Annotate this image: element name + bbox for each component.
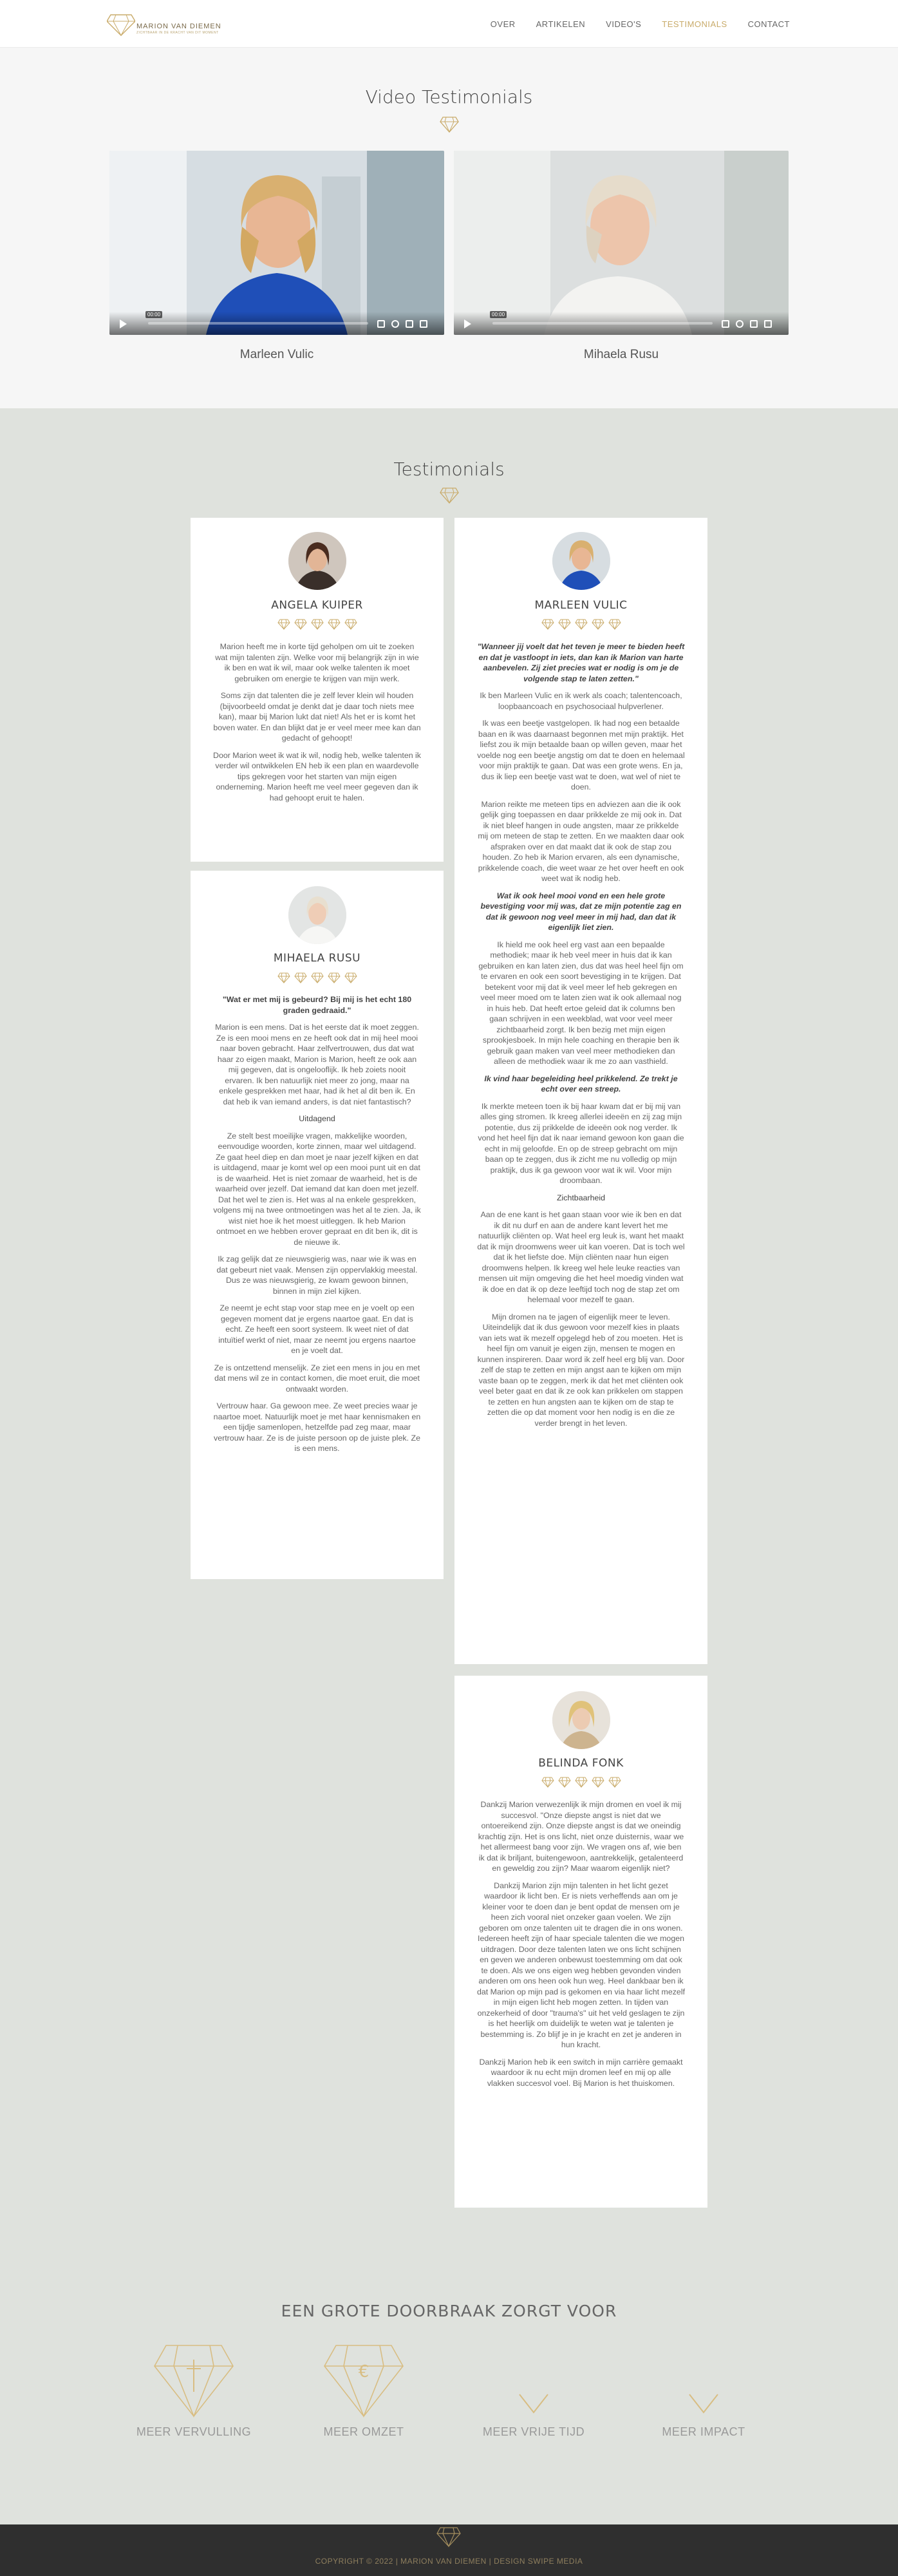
diamond-rating-icon <box>328 972 341 983</box>
testimonial-quote: "Wat er met mij is gebeurd? Bij mij is het echt 180 graden gedraaid." <box>222 995 412 1015</box>
settings-icon[interactable] <box>736 320 744 328</box>
avatar-mihaela <box>288 886 346 944</box>
rating-diamonds <box>191 619 444 633</box>
settings-icon[interactable] <box>391 320 399 328</box>
testimonial-paragraph: Soms zijn dat talenten die je zelf lever klein wil houden (bijvoorbeeld omdat je denkt dat je daar toch niets mee kan), maar bij Marion lukt dat niet! Als het er is komt het boven water. En dan blijkt dat je er veel meer mee kan dan gedacht of gehoopt! <box>213 691 421 743</box>
diamond-euro-icon <box>322 2342 406 2419</box>
avatar-belinda <box>552 1691 610 1749</box>
captions-icon[interactable] <box>377 320 385 328</box>
testimonial-card-belinda <box>454 1676 707 2208</box>
testimonial-paragraph: Ik ben Marleen Vulic en ik werk als coach; talentencoach, loopbaancoach en psychosociaal hulpverlener. <box>480 691 682 711</box>
avatar-angela <box>288 532 346 590</box>
testimonial-paragraph: Marion is een mens. Dat is het eerste dat ik moet zeggen. Ze is een mooi mens en ze heeft ook dat in mij heel mooi naar boven gebracht. Haar zelfvertrouwen, dus dat wat haar zo eigen maakt, Marion is Marion, heeft ze ook aan mij gegeven, dat is ongelooflijk. Ik heb zoiets nooit ervaren. Ik ben natuurlijk niet meer zo jong, maar na enkele gesprekken met haar, had ik het al dit ben ik. En dat heb ik van iemand anders, is dat niet fantastisch? <box>215 1023 419 1106</box>
nav-item-contact[interactable]: CONTACT <box>747 19 790 29</box>
pip-icon[interactable] <box>750 320 758 328</box>
footer-copyright: COPYRIGHT © 2022 | MARION VAN DIEMEN | DESIGN SWIPE MEDIA <box>315 2557 583 2566</box>
video-time: 00:00 <box>490 311 507 318</box>
testimonial-paragraph: Vertrouw haar. Ga gewoon mee. Ze weet precies waar je naartoe moet. Natuurlijk moet je met haar kennismaken en een tijdje samenlopen, hetzelfde pad zeg maar, maar vertrouw haar. Ze is de juiste persoon op de juiste plek. Ze is een mens. <box>213 1401 421 1453</box>
testimonial-text <box>213 641 421 810</box>
testimonial-paragraph: Ze neemt je echt stap voor stap mee en je voelt op een gegeven moment dat je ergens naartoe gaat. En dat is echt. Ze heeft een soort systeem. Ik weet niet of dat intuïtief werkt of niet, maar ze neemt jou ergens naartoe en je voelt dat. <box>218 1303 416 1355</box>
svg-text:€: € <box>358 2362 369 2382</box>
diamond-rating-icon <box>294 619 307 630</box>
diamond-rating-icon <box>608 619 621 630</box>
feature-label: MEER OMZET <box>323 2425 404 2438</box>
rating-diamonds <box>454 619 707 633</box>
site-header <box>0 0 898 48</box>
diamond-rating-icon <box>311 619 324 630</box>
diamond-rating-icon <box>608 1777 621 1788</box>
diamond-logo-icon <box>107 11 135 37</box>
diamond-rating-icon <box>558 619 571 630</box>
diamond-rating-icon <box>277 619 290 630</box>
testimonial-card-marleen <box>454 518 707 1664</box>
diamond-rating-icon <box>328 619 341 630</box>
feature-omzet <box>303 2339 425 2438</box>
nav-item-testimonials[interactable]: TESTIMONIALS <box>662 19 727 29</box>
feature-label: MEER VERVULLING <box>136 2425 252 2438</box>
diamond-rating-icon <box>558 1777 571 1788</box>
diamond-rating-icon <box>294 972 307 983</box>
testimonial-paragraph: Ik was een beetje vastgelopen. Ik had nog een betaalde baan en ik was daarnaast begonnen met mijn praktijk. Het liefst zou ik mijn betaalde baan op willen geven, maar het voelde nog een beetje angstig om dat te doen en helemaal voor mijn praktijk te gaan. Dat was een grote wens. En ja, dus ik liep een beetje vast wat te doen, wat wel of niet te doen. <box>477 719 685 791</box>
brand-name: MARION VAN DIEMEN <box>136 23 221 30</box>
testimonial-name: BELINDA FONK <box>538 1757 624 1770</box>
chevron-down-icon <box>684 2391 723 2416</box>
testimonial-paragraph: Dankzij Marion verwezenlijk ik mijn dromen en voel ik mij succesvol. "Onze diepste angst is niet dat we ontoereikend zijn. Onze diepste angst is dat we oneindig krachtig zijn. Het is ons licht, niet onze duisternis, waar we het allermeest bang voor zijn. We vragen ons af, wie ben ik dat ik briljant, buitengewoon, aantrekkelijk, getalenteerd en geweldig zou zijn? Maar waarom eigenlijk niet? <box>478 1800 684 1873</box>
testimonial-quote: "Wanneer jij voelt dat het teven je meer te bieden heeft en dat je vastloopt in iets, dan kan ik Marion van harte aanbevelen. Zij ziet precies wat er nodig is om je de volgende stap te laten zetten." <box>477 642 685 683</box>
rating-diamonds <box>191 972 444 987</box>
diamond-divider-icon <box>440 116 459 133</box>
diamond-rating-icon <box>344 972 357 983</box>
diamond-footer-icon <box>436 2526 462 2548</box>
diamond-rating-icon <box>575 1777 588 1788</box>
video-progress-bar[interactable] <box>148 322 368 325</box>
testimonials-title: Testimonials <box>393 459 505 480</box>
fullscreen-icon[interactable] <box>764 320 772 328</box>
diamond-rating-icon <box>277 972 290 983</box>
testimonial-paragraph: Ik hield me ook heel erg vast aan een bepaalde methodiek; maar ik heb veel meer in huis dat ik kan gebruiken en kan laten zien, dus dat was heel heel fijn om te ervaren en ook een soort bevestiging in te krijgen. Dat betekent voor mij dat ik veel meer lef heb gekregen en veel meer moed om te laten zien wat ik ook allemaal nog in huis heb. Dat heeft ertoe geleid dat ik columns ben gaan schrijven in een weekblad, wat voor veel meer zichtbaarheid zorgt. Ik ben bezig met mijn eigen sprookjesboek. In mijn hele coaching en therapie ben ik gebruik gaan maken van veel meer methodieken dan alleen de methodiek waar ik me zo aan vasthield. <box>478 940 684 1066</box>
diamond-rating-icon <box>541 619 554 630</box>
video-progress-bar[interactable] <box>492 322 713 325</box>
video-thumbnail-marleen <box>109 151 444 335</box>
site-logo[interactable] <box>107 8 223 39</box>
testimonial-card-mihaela <box>191 871 444 1579</box>
fullscreen-icon[interactable] <box>420 320 427 328</box>
testimonial-paragraph: Marion heeft me in korte tijd geholpen om uit te zoeken wat mijn talenten zijn. Welke voor mij belangrijk zijn in wie ik ben en wat ik wil, maar ook welke talenten ik moet gebruiken om energie te krijgen van mijn werk. <box>215 642 419 683</box>
nav-item-artikelen[interactable]: ARTIKELEN <box>536 19 586 29</box>
testimonial-paragraph: Mijn dromen na te jagen of eigenlijk meer te leven. Uiteindelijk dat ik dus gewoon voor mezelf kies in plaats van iets wat ik mezelf opgelegd heb of zou moeten. Het is heel fijn om vanuit je eigen zijn, mensen te mogen en kunnen inspireren. Daar word ik zelf heel erg blij van. Door zelf de stap te zetten en mijn angst aan te kijken om mijn vaste baan op te zeggen, merk ik dat het met cliënten ook veel beter gaat en dat ik ze ook kan prikkelen om stappen te zetten en hun angsten aan te kijken om de stap te zetten die op dat moment voor hen nodig is en die ze verder brengt in het leven. <box>477 1312 685 1428</box>
avatar <box>288 886 346 944</box>
diamond-rating-icon <box>575 619 588 630</box>
video-time: 00:00 <box>145 311 162 318</box>
video-controls <box>109 312 444 335</box>
testimonial-text <box>213 994 421 1461</box>
video-name-marleen: Marleen Vulic <box>239 348 314 361</box>
feature-label: MEER IMPACT <box>662 2425 745 2438</box>
diamond-rating-icon <box>344 619 357 630</box>
breakthrough-title: EEN GROTE DOORBRAAK ZORGT VOOR <box>281 2302 617 2320</box>
nav-item-over[interactable]: OVER <box>490 19 516 29</box>
testimonial-subheading: Zichtbaarheid <box>556 1193 606 1202</box>
nav-item-videos[interactable]: VIDEO'S <box>606 19 642 29</box>
captions-icon[interactable] <box>722 320 729 328</box>
diamond-divider-icon <box>440 487 459 504</box>
testimonial-subheading: Uitdagend <box>299 1114 335 1123</box>
video-player-mihaela[interactable] <box>454 151 789 335</box>
diamond-rating-icon <box>541 1777 554 1788</box>
avatar-marleen <box>552 532 610 590</box>
site-footer <box>0 2524 898 2576</box>
testimonial-quote: Ik vind haar begeleiding heel prikkelend. Ze trekt je echt over een streep. <box>484 1074 678 1094</box>
video-thumbnail-mihaela <box>454 151 789 335</box>
avatar <box>552 1691 610 1749</box>
testimonial-quote: Wat ik ook heel mooi vond en een hele grote bevestiging voor mij was, dat ze mijn potentie zag en dat ik gewoon nog veel meer in mij had, dan dat ik eigenlijk liet zien. <box>480 891 682 932</box>
testimonial-name: MARLEEN VULIC <box>534 599 628 612</box>
zigzag-divider <box>0 386 898 412</box>
testimonial-text <box>477 641 685 1435</box>
diamond-rating-icon <box>592 619 604 630</box>
rating-diamonds <box>454 1777 707 1791</box>
main-nav <box>491 19 790 29</box>
feature-label: MEER VRIJE TIJD <box>482 2425 585 2438</box>
testimonial-paragraph: Ik merkte meteen toen ik bij haar kwam dat er bij mij van alles ging stromen. Ik kreeg allerlei ideeën en zij zag mijn potentie, dus zij prikkelde de ideeën ook nog verder. Ik vond het heel fijn dat ik naar iemand gewoon kon gaan die echt in mij geloofde. En op de streep gebracht om mijn baan op te zeggen, dus ik zicht me nu volledig op mijn praktijk, dus ik ga gewoon voor wat ik wil. Voor mijn droombaan. <box>478 1101 684 1185</box>
testimonial-name: ANGELA KUIPER <box>271 599 363 612</box>
video-controls <box>454 312 789 335</box>
play-icon[interactable] <box>464 319 471 328</box>
avatar <box>288 532 346 590</box>
brand-tagline: ZICHTBAAR IN DE KRACHT VAN DIT MOMENT <box>136 31 219 35</box>
pip-icon[interactable] <box>406 320 413 328</box>
testimonial-paragraph: Door Marion weet ik wat ik wil, nodig heb, welke talenten ik verder wil ontwikkelen EN heb ik een plan en waardevolle tips gekregen voor het starten van mijn eigen onderneming. Marion heeft me veel meer gegeven dan ik had gehoopt eruit te halen. <box>213 750 421 802</box>
feature-vrije-tijd <box>472 2339 595 2438</box>
play-icon[interactable] <box>120 319 127 328</box>
feature-impact <box>642 2339 765 2438</box>
testimonial-text <box>477 1799 685 2095</box>
chevron-down-icon <box>514 2391 553 2416</box>
video-player-marleen[interactable] <box>109 151 444 335</box>
testimonial-paragraph: Ik zag gelijk dat ze nieuwsgierig was, naar wie ik was en dat gebeurt niet vaak. Mensen zijn oppervlakkig meestal. Dus ze was nieuwsgierig, ze kwam gewoon binnen, binnen in mijn ziel kijken. <box>216 1255 418 1296</box>
avatar <box>552 532 610 590</box>
testimonial-paragraph: Dankzij Marion heb ik een switch in mijn carrière gemaakt waardoor ik nu echt mijn dromen leef en mij op alle vlakken succesvol voel. Bij Marion is het thuiskomen. <box>479 2057 683 2088</box>
video-name-mihaela: Mihaela Rusu <box>583 348 659 361</box>
feature-vervulling <box>133 2339 255 2438</box>
testimonial-card-angela <box>191 518 444 862</box>
testimonial-paragraph: Ze is ontzettend menselijk. Ze ziet een mens in jou en met dat mens wil ze in contact komen, die moet eruit, die moet ontwaakt worden. <box>214 1363 420 1394</box>
diamond-rating-icon <box>311 972 324 983</box>
testimonial-paragraph: Ze stelt best moeilijke vragen, makkelijke woorden, eenvoudige woorden, korte zinnen, maar wel uitdagend. Ze gaat heel diep en dan moet je naar jezelf kijken en dat is uitdagend, maar je komt wel op een mooi punt uit en dat is de waarheid. Het is niet zomaar de waarheid, het is de waarheid over jezelf. Dat iemand dat kan doen met jezelf. Dat het wel te zien is. Het was al na enkele gesprekken, volgens mij na twee ontmoetingen was het al te zien. Ja, ik wist niet hoe ik het moest uitleggen. Ik heb Marion ontmoet en we hebben erover gepraat en dit ben ik, dit is de nieuwe ik. <box>213 1131 421 1247</box>
testimonial-paragraph: Marion reikte me meteen tips en adviezen aan die ik ook gelijk ging toepassen en daar prikkelde ze mij ook in. Dat ik niet bleef hangen in oude angsten, maar ze prikkelde mij om meteen de stap te zetten. En we maakten daar ook afspraken over en dat maakt dat ik ook de stap zou houden. Zo heb ik Marion ervaren, als een dynamische, prikkelende coach, die weet waar ze het over heeft en ook weet wat ik nodig heb. <box>478 799 684 883</box>
diamond-cross-icon <box>152 2342 236 2419</box>
testimonial-paragraph: Aan de ene kant is het gaan staan voor wie ik ben en dat ik dit nu durf en aan de andere kant levert het me natuurlijk cliënten op. Wat heel erg leuk is, want het maakt dat ik mijn droomwens weer uit kan voeren. Dat is toch wel dat ik het liefste doe. Mijn cliënten naar hun eigen droomwens helpen. Ik kreeg wel hele leuke reacties van mensen uit mijn omgeving die het heel moedig vinden wat ik doe en dat ik op deze leeftijd toch nog de stap zet om helemaal voor mezelf te gaan. <box>477 1210 685 1304</box>
testimonial-name: MIHAELA RUSU <box>273 952 361 965</box>
testimonial-paragraph: Dankzij Marion zijn mijn talenten in het licht gezet waardoor ik licht ben. Er is niets verheffends aan om je kleiner voor te doen dan je bent opdat de mensen om je heen zich vooral niet onzeker gaan voelen. We zijn geboren om onze talenten uit te dragen die in ons wonen. Iedereen heeft zijn of haar speciale talenten die we mogen uitdragen. Door deze talenten laten we ons licht schijnen en geven we anderen onbewust toestemming om dat ook te doen. Als we ons eigen weg hebben gevonden vinden anderen om ons heen ook hun weg. Heel dankbaar ben ik dat Marion op mijn pad is gekomen en via haar licht mezelf in mijn eigen licht heb mogen zetten. In tijden van onzekerheid of door "trauma's" uit het veld geslagen te zijn is het heerlijk om duidelijk te weten wat je talenten je bestemming is. Zo blijf je in je kracht en zet je anderen in hun kracht. <box>477 1880 686 2049</box>
video-section-title: Video Testimonials <box>365 86 533 108</box>
diamond-rating-icon <box>592 1777 604 1788</box>
